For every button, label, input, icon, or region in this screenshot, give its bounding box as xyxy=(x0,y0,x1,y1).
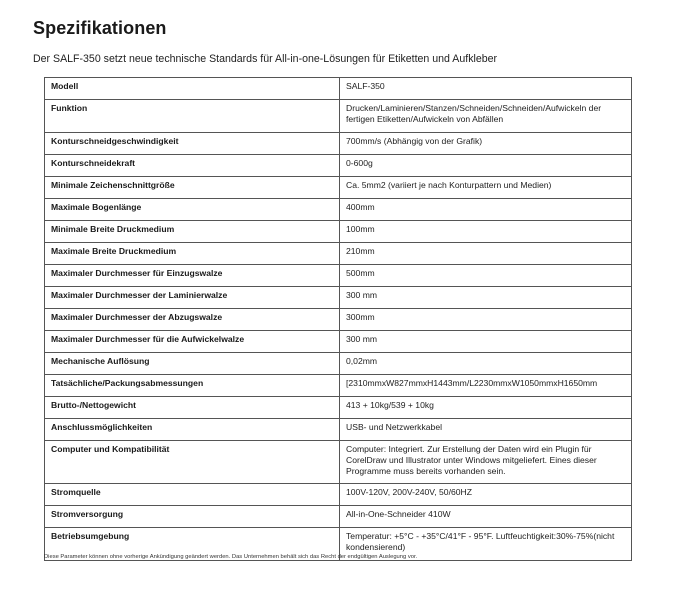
spec-label: Stromversorgung xyxy=(45,506,340,528)
table-row-konturschneidekraft xyxy=(45,155,632,177)
spec-label: Stromquelle xyxy=(45,484,340,506)
table-row-stromquelle xyxy=(45,484,632,506)
spec-value: 700mm/s (Abhängig von der Grafik) xyxy=(340,133,632,155)
spec-value: 100mm xyxy=(340,221,632,243)
table-row-max-breite xyxy=(45,243,632,265)
spec-label: Anschlussmöglichkeiten xyxy=(45,419,340,441)
spec-value: 0,02mm xyxy=(340,353,632,375)
table-row-bogenlaenge xyxy=(45,199,632,221)
footnote: Diese Parameter können ohne vorherige Ankündigung geändert werden. Das Unternehmen behält sich das Recht der endgültigen Auslegung vor. xyxy=(44,554,418,560)
spec-label: Tatsächliche/Packungsabmessungen xyxy=(45,375,340,397)
spec-value: 210mm xyxy=(340,243,632,265)
spec-label: Maximaler Durchmesser für Einzugswalze xyxy=(45,265,340,287)
spec-label: Maximaler Durchmesser der Abzugswalze xyxy=(45,309,340,331)
table-row-konturschneidgeschwindigkeit xyxy=(45,133,632,155)
spec-value: USB- und Netzwerkkabel xyxy=(340,419,632,441)
spec-value: 0-600g xyxy=(340,155,632,177)
spec-value: [2310mmxW827mmxH1443mm/L2230mmxW1050mmxH1650mm xyxy=(340,375,632,397)
spec-value: Temperatur: +5°C - +35°C/41°F - 95°F. Luftfeuchtigkeit:30%-75%(nicht kondensierend) xyxy=(340,528,632,561)
table-row-min-breite xyxy=(45,221,632,243)
spec-label: Betriebsumgebung xyxy=(45,528,340,561)
spec-label: Brutto-/Nettogewicht xyxy=(45,397,340,419)
table-row-aufwickelwalze xyxy=(45,331,632,353)
specifications-table xyxy=(44,77,632,561)
table-row-modell xyxy=(45,78,632,100)
spec-value: SALF-350 xyxy=(340,78,632,100)
spec-label: Konturschneidekraft xyxy=(45,155,340,177)
table-row-funktion xyxy=(45,100,632,133)
table-row-aufloesung xyxy=(45,353,632,375)
spec-value: 500mm xyxy=(340,265,632,287)
spec-value: Drucken/Laminieren/Stanzen/Schneiden/Schneiden/Aufwickeln der fertigen Etiketten/Aufwickeln von Abfällen xyxy=(340,100,632,133)
spec-label: Maximale Bogenlänge xyxy=(45,199,340,221)
spec-label: Maximaler Durchmesser der Laminierwalze xyxy=(45,287,340,309)
spec-label: Minimale Breite Druckmedium xyxy=(45,221,340,243)
page-subtitle: Der SALF-350 setzt neue technische Standards für All-in-one-Lösungen für Etiketten und Aufkleber xyxy=(33,53,498,65)
table-row-gewicht xyxy=(45,397,632,419)
spec-label: Konturschneidgeschwindigkeit xyxy=(45,133,340,155)
table-row-einzugswalze xyxy=(45,265,632,287)
spec-value: All-in-One-Schneider 410W xyxy=(340,506,632,528)
table-row-stromversorgung xyxy=(45,506,632,528)
spec-value: Ca. 5mm2 (variiert je nach Konturpattern und Medien) xyxy=(340,177,632,199)
spec-value: Computer: Integriert. Zur Erstellung der Daten wird ein Plugin für CorelDraw und Illustrator unter Windows mitgeliefert. Eines dieser Programme muss bereits vorhanden sein. xyxy=(340,441,632,484)
spec-value: 300 mm xyxy=(340,287,632,309)
table-row-abmessungen xyxy=(45,375,632,397)
spec-label: Computer und Kompatibilität xyxy=(45,441,340,484)
spec-value: 400mm xyxy=(340,199,632,221)
table-row-anschluss xyxy=(45,419,632,441)
spec-value: 300 mm xyxy=(340,331,632,353)
table-row-abzugswalze xyxy=(45,309,632,331)
spec-label: Modell xyxy=(45,78,340,100)
table-row-laminierwalze xyxy=(45,287,632,309)
spec-label: Maximaler Durchmesser für die Aufwickelwalze xyxy=(45,331,340,353)
spec-label: Maximale Breite Druckmedium xyxy=(45,243,340,265)
spec-value: 300mm xyxy=(340,309,632,331)
spec-label: Minimale Zeichenschnittgröße xyxy=(45,177,340,199)
table-row-computer xyxy=(45,441,632,484)
spec-label: Mechanische Auflösung xyxy=(45,353,340,375)
spec-value: 100V-120V, 200V-240V, 50/60HZ xyxy=(340,484,632,506)
spec-value: 413 + 10kg/539 + 10kg xyxy=(340,397,632,419)
spec-label: Funktion xyxy=(45,100,340,133)
table-row-zeichenschnittgroesse xyxy=(45,177,632,199)
page-title: Spezifikationen xyxy=(33,18,167,38)
